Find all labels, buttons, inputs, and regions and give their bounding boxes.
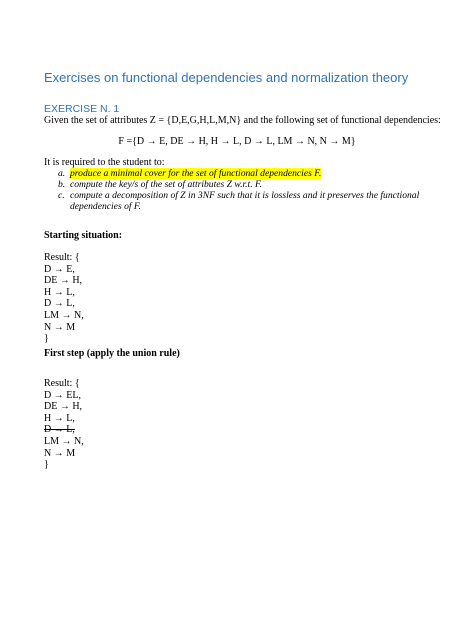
task-item-c — [58, 190, 419, 201]
task-item-c-continued — [58, 201, 419, 212]
task-item-a — [58, 168, 419, 179]
task-text: compute the key/s of the set of attributes Z w.r.t. F. — [70, 179, 263, 190]
result-line: Result: { — [44, 252, 80, 263]
result-line: DE → H, — [44, 401, 83, 413]
task-item-b — [58, 179, 419, 190]
result-line: N → M — [44, 447, 76, 459]
task-marker: a. — [58, 168, 66, 179]
page-title: Exercises on functional dependencies and normalization theory — [44, 70, 409, 85]
task-marker: b. — [58, 179, 66, 190]
result-line: H → L, — [44, 286, 75, 298]
task-text: dependencies of F. — [70, 201, 141, 212]
task-text-highlighted: produce a minimal cover for the set of functional dependencies F. — [70, 168, 322, 179]
exercise-heading: EXERCISE N. 1 — [44, 103, 120, 115]
result-line: H → L, — [44, 412, 75, 424]
result-line: LM → N, — [44, 309, 84, 321]
result-line: DE → H, — [44, 275, 83, 287]
result-line: } — [44, 333, 49, 345]
result-line: Result: { — [44, 378, 80, 389]
result-line-struck: D → L, — [44, 424, 75, 436]
task-text: compute a decomposition of Z in 3NF such that it is lossless and it preserves the functional — [70, 190, 420, 201]
first-step-result — [44, 378, 84, 471]
result-line: D → EL, — [44, 389, 81, 401]
first-step-heading: First step (apply the union rule) — [44, 348, 180, 359]
result-line: LM → N, — [44, 435, 84, 447]
result-line: } — [44, 459, 49, 471]
fd-set: F ={D → E, DE → H, H → L, D → L, LM → N, N → M} — [118, 136, 356, 147]
result-line: N → M — [44, 321, 76, 333]
task-intro: It is required to the student to: — [44, 157, 165, 168]
starting-heading: Starting situation: — [44, 230, 123, 241]
result-line: D → E, — [44, 263, 75, 275]
result-line: D → L, — [44, 298, 75, 310]
starting-result — [44, 252, 84, 345]
task-list — [58, 168, 419, 212]
intro-text: Given the set of attributes Z = {D,E,G,H,L,M,N} and the following set of functional dependencies: — [44, 115, 441, 126]
task-marker: c. — [58, 190, 65, 201]
